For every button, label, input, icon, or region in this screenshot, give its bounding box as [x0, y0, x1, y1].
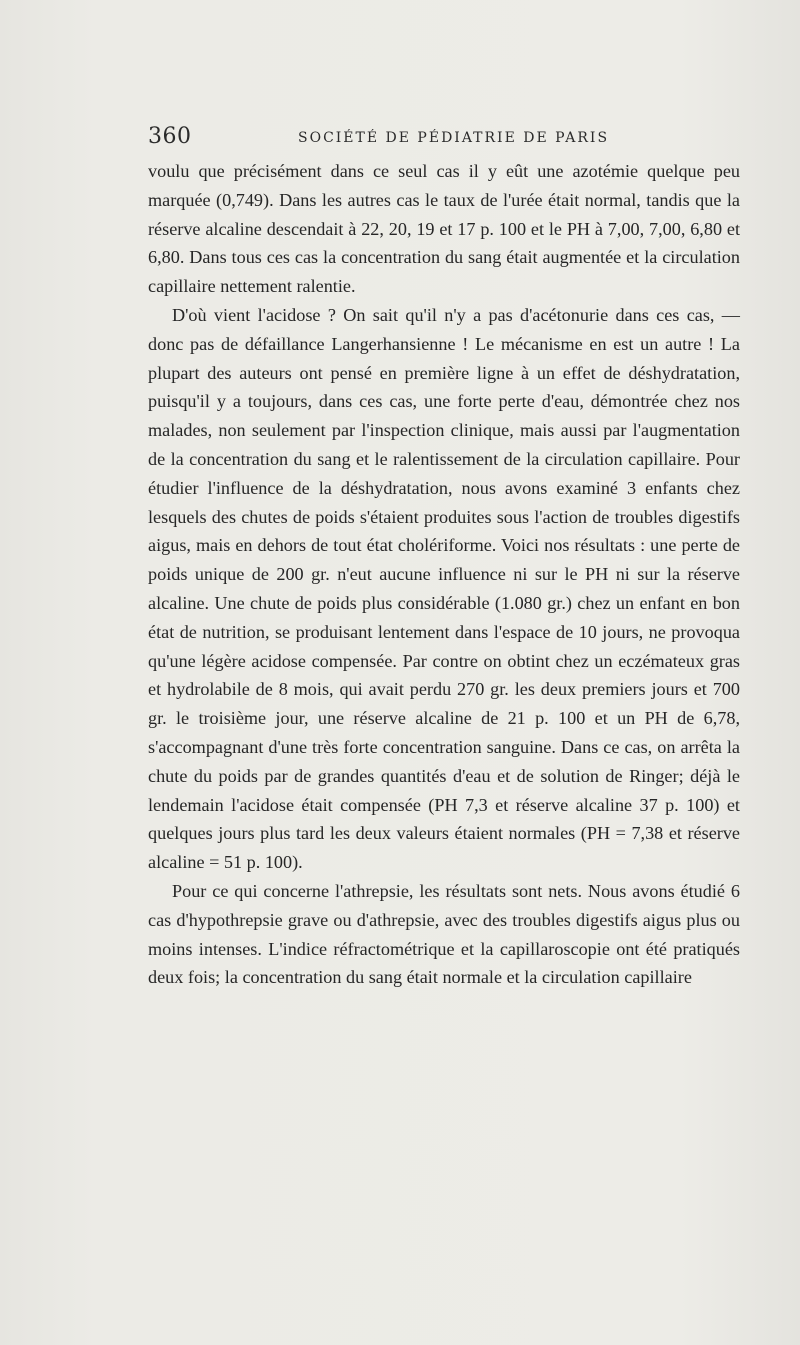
page-header: [148, 124, 740, 154]
paragraph-1: voulu que précisément dans ce seul cas il y eût une azotémie quelque peu marquée (0,749). Dans les autres cas le taux de l'urée était normal, tandis que la réserve alcaline descendait à 22, 20, 19 et 17 p. 100 et le PH à 7,00, 7,00, 6,80 et 6,80. Dans tous ces cas la concentration du sang était augmentée et la circulation capillaire nettement ralentie.: [148, 161, 740, 297]
paragraph-3: Pour ce qui concerne l'athrepsie, les résultats sont nets. Nous avons étudié 6 cas d'hypothrepsie grave ou d'athrepsie, avec des troubles digestifs aigus plus ou moins intenses. L'indice réfractométrique et la capillaroscopie ont été pratiqués deux fois; la concentration du sang était normale et la circulation capillaire: [148, 880, 740, 988]
body-text: [148, 157, 740, 992]
paragraph-2: D'où vient l'acidose ? On sait qu'il n'y a pas d'acétonurie dans ces cas, — donc pas de défaillance Langerhansienne ! Le mécanisme en est un autre ! La plupart des auteurs ont pensé en première ligne à un effet de déshydratation, puisqu'il y a toujours, dans ces cas, une forte perte d'eau, démontrée chez nos malades, non seulement par l'inspection clinique, mais aussi par l'augmentation de la concentration du sang et le ralentissement de la circulation capillaire. Pour étudier l'influence de la déshydratation, nous avons examiné 3 enfants chez lesquels des chutes de poids s'étaient produites sous l'action de troubles digestifs aigus, mais en dehors de tout état cholériforme. Voici nos résultats : une perte de poids unique de 200 gr. n'eut aucune influence ni sur le PH ni sur la réserve alcaline. Une chute de poids plus considérable (1.080 gr.) chez un enfant en bon état de nutrition, se produisant lentement dans l'espace de 10 jours, ne provoqua qu'une légère acidose compensée. Par contre on obtint chez un eczémateux gras et hydrolabile de 8 mois, qui avait perdu 270 gr. les deux premiers jours et 700 gr. le troisième jour, une réserve alcaline de 21 p. 100 et un PH de 6,78, s'accompagnant d'une très forte concentration sanguine. Dans ce cas, on arrêta la chute du poids par de grandes quantités d'eau et de solution de Ringer; déjà le lendemain l'acidose était compensée (PH 7,3 et réserve alcaline 37 p. 100) et quelques jours plus tard les deux valeurs étaient normales (PH = 7,38 et réserve alcaline = 51 p. 100).: [148, 304, 740, 873]
page-number: 360: [148, 124, 192, 149]
running-title: SOCIÉTÉ DE PÉDIATRIE DE PARIS: [298, 130, 610, 146]
